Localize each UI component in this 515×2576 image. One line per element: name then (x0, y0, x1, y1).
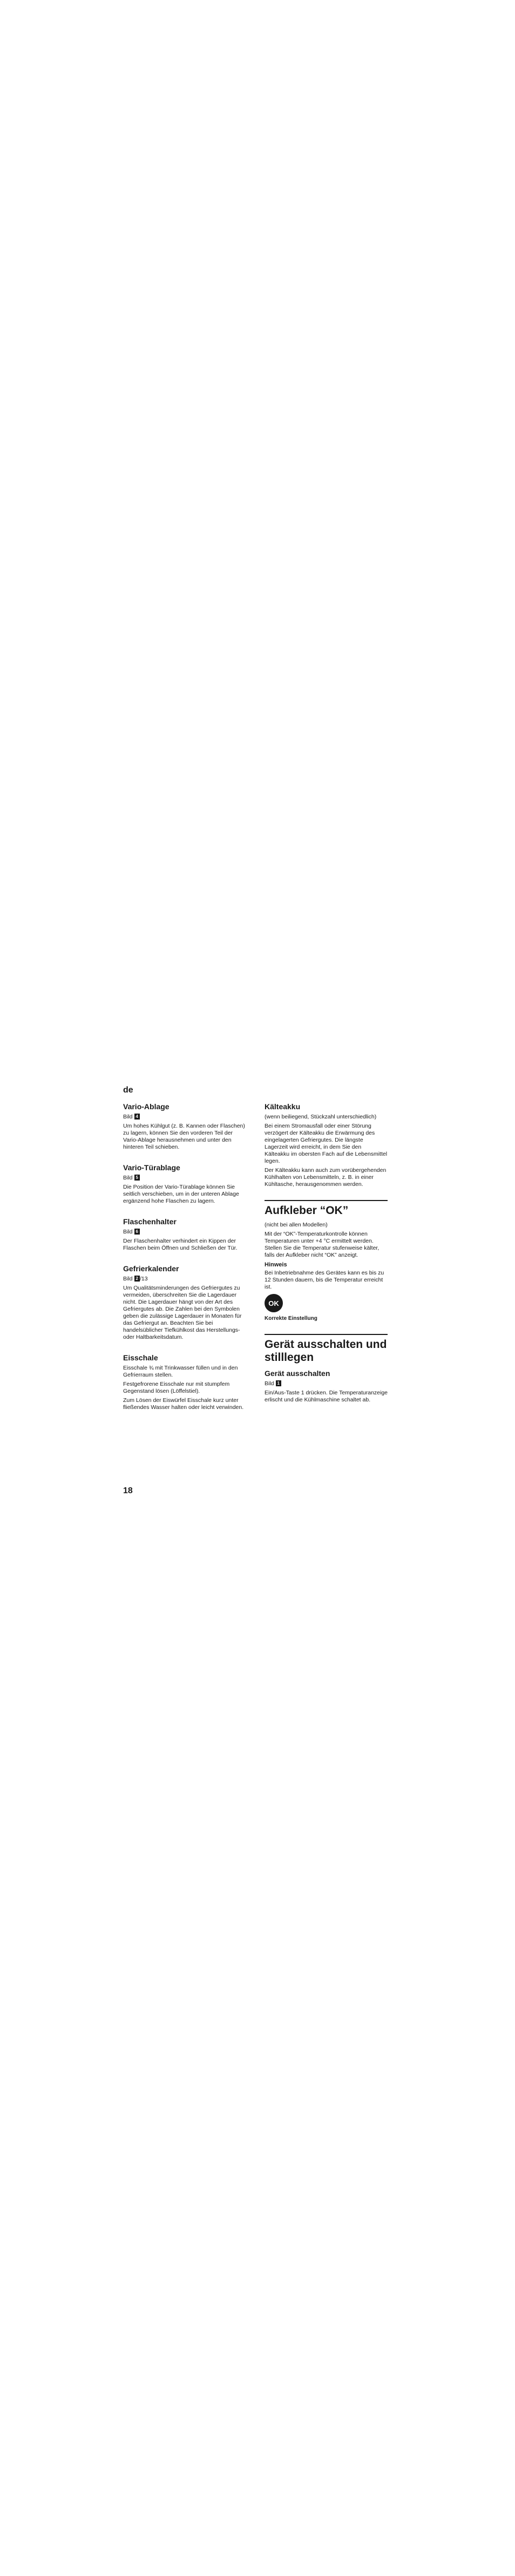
section-text: Die Position der Vario-Türablage können Sie seitlich verschieben, um in der unteren Ablage ergänzend hohe Flaschen zu lagern. (123, 1184, 239, 1204)
section-text: Festgefrorene Eisschale nur mit stumpfem Gegenstand lösen (Löffelstiel). (123, 1381, 230, 1394)
section-title: Eisschale (123, 1353, 158, 1362)
section-vario-tuerablage (123, 1163, 246, 1205)
section-divider (265, 1200, 388, 1201)
figure-ref: Bild 5 (123, 1175, 246, 1182)
figure-badge: 4 (134, 1114, 140, 1120)
section-title: Vario-Türablage (123, 1163, 180, 1172)
ok-sticker-icon: OK (265, 1294, 283, 1312)
figure-badge: 1 (276, 1380, 281, 1386)
section-geraet-ausschalten (265, 1338, 388, 1404)
icon-caption: Korrekte Einstellung (265, 1316, 317, 1321)
section-text: (wenn beiliegend, Stückzahl unterschiedlich) (265, 1114, 377, 1120)
right-column (265, 1102, 388, 1415)
section-kaelteakku (265, 1102, 388, 1188)
section-title: Flaschenhalter (123, 1217, 177, 1226)
figure-ref: Bild 1 (265, 1380, 388, 1387)
note-title: Hinweis (265, 1262, 287, 1268)
section-text: Der Flaschenhalter verhindert ein Kippen der Flaschen beim Öffnen und Schließen der Tür. (123, 1238, 238, 1251)
section-title: Gefrierkalender (123, 1264, 179, 1273)
section-aufkleber-ok (265, 1204, 388, 1322)
left-column (123, 1102, 246, 1423)
figure-ref: Bild 6 (123, 1229, 246, 1236)
section-text: Ein/Aus-Taste 1 drücken. Die Temperaturanzeige erlischt und die Kühlmaschine schaltet ab. (265, 1390, 388, 1403)
chapter-title: Aufkleber “OK” (265, 1204, 349, 1217)
figure-badge: 5 (134, 1175, 140, 1181)
section-flaschenhalter (123, 1217, 246, 1252)
figure-ref: Bild 2 /13 (123, 1276, 148, 1282)
section-text: Zum Lösen der Eiswürfel Eisschale kurz unter fließendes Wasser halten oder leicht verwinden. (123, 1397, 244, 1411)
section-title: Kälteakku (265, 1102, 301, 1111)
section-text: Der Kälteakku kann auch zum vorübergehenden Kühlhalten von Lebensmitteln, z. B. in einer Kühltasche, herausgenommen werden. (265, 1167, 387, 1188)
section-text: Mit der “OK”-Temperaturkontrolle können Temperaturen unter +4 °C ermittelt werden. Stellen Sie die Temperatur stufenweise kälter, falls der Aufkleber nicht “OK” anzeigt. (265, 1231, 380, 1258)
section-gefrierkalender (123, 1264, 246, 1341)
section-text: Eisschale ¾ mit Trinkwasser füllen und in den Gefrierraum stellen. (123, 1365, 238, 1378)
subsection-title: Gerät ausschalten (265, 1369, 330, 1378)
section-eisschale (123, 1353, 246, 1411)
figure-badge: 6 (134, 1229, 140, 1235)
section-title: Vario-Ablage (123, 1102, 170, 1111)
section-text: Bei einem Stromausfall oder einer Störung verzögert der Kälteakku die Erwärmung des eingelagerten Gefriergutes. Die längste Lagerzeit wird erreicht, in dem Sie den Kälteakku im obersten Fach auf die Lebensmittel legen. (265, 1123, 388, 1164)
note-text: Bei Inbetriebnahme des Gerätes kann es bis zu 12 Stunden dauern, bis die Temperatur erreicht ist. (265, 1270, 384, 1290)
section-text: (nicht bei allen Modellen) (265, 1222, 328, 1228)
figure-badge: 2 (134, 1276, 140, 1282)
section-divider (265, 1334, 388, 1335)
page-number: 18 (123, 1486, 133, 1495)
section-text: Um Qualitätsminderungen des Gefriergutes zu vermeiden, überschreiten Sie die Lagerdauer nicht. Die Lagerdauer hängt von der Art des Gefriergutes ab. Die Zahlen bei den Symbolen geben die zulässige Lagerdauer in Monaten für das Gefriergut an. Beachten Sie bei handelsüblicher Tiefkühlkost das Herstellungs- oder Haltbarkeitsdatum. (123, 1285, 242, 1340)
section-text: Um hohes Kühlgut (z. B. Kannen oder Flaschen) zu lagern, können Sie den vorderen Teil der Vario-Ablage herausnehmen und unter den hinteren Teil schieben. (123, 1123, 245, 1150)
chapter-title: Gerät ausschalten und stilllegen (265, 1338, 387, 1364)
section-vario-ablage (123, 1102, 246, 1151)
figure-ref: Bild 4 (123, 1114, 246, 1121)
language-code: de (123, 1085, 133, 1095)
